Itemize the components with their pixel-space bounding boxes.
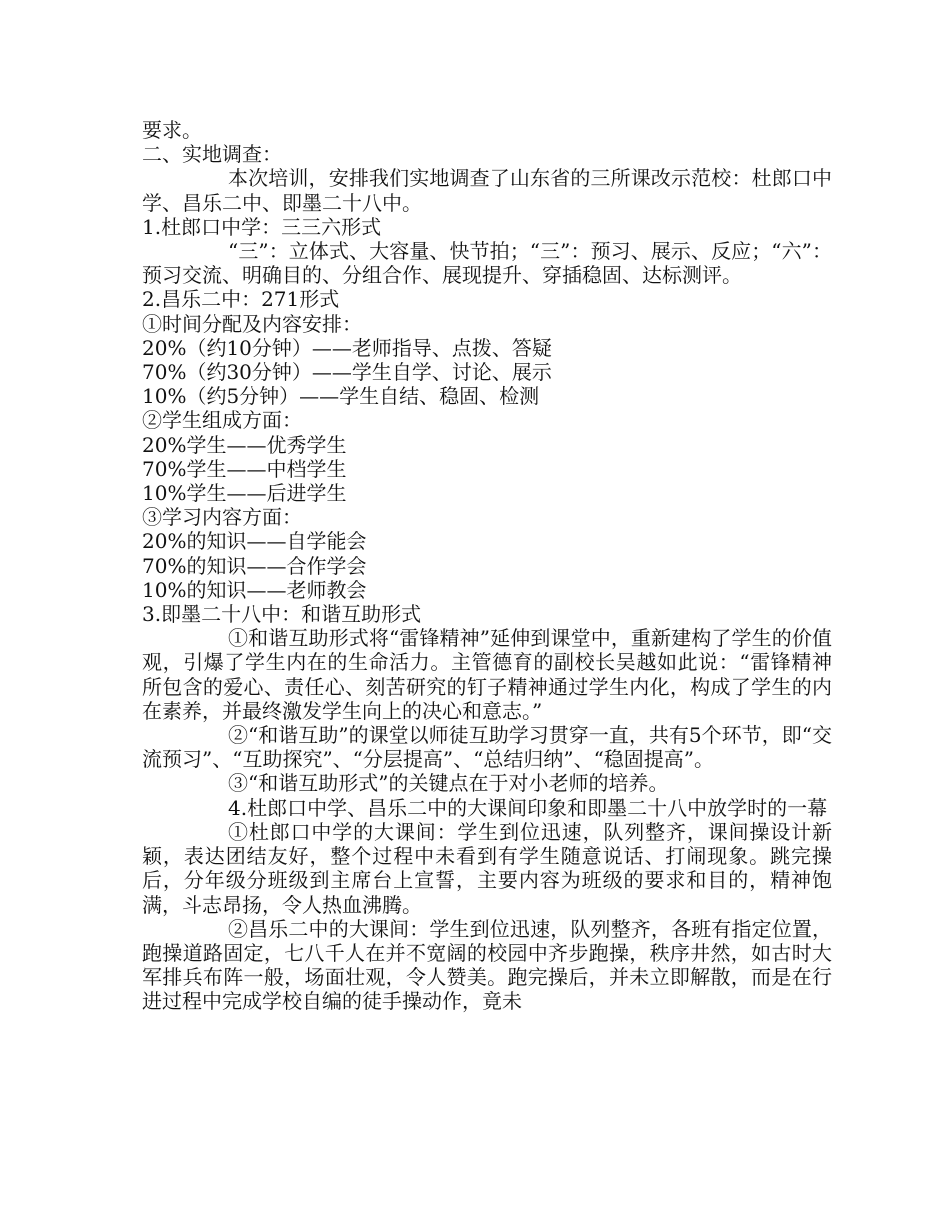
list-heading: ③学习内容方面： xyxy=(142,505,302,530)
paragraph: 本次培训，安排我们实地调查了山东省的三所课改示范校：杜郎口中学、昌乐二中、即墨二十八中。 xyxy=(142,166,832,215)
list-item: 20%的知识——自学能会 xyxy=(142,529,367,554)
paragraph: ①杜郎口中学的大课间：学生到位迅速，队列整齐，课间操设计新颖，表达团结友好，整个过程中未看到有学生随意说话、打闹现象。跳完操后，分年级分班级到主席台上宣誓，主要内容为班级的要求和目的，精神饱满，斗志昂扬，令人热血沸腾。 xyxy=(142,819,832,917)
section-heading: 二、实地调查： xyxy=(142,142,282,167)
list-item: 70%的知识——合作学会 xyxy=(142,553,367,578)
paragraph: ①和谐互助形式将“雷锋精神”延伸到课堂中，重新建构了学生的价值观，引爆了学生内在的生命活力。主管德育的副校长吴越如此说：“雷锋精神所包含的爱心、责任心、刻苦研究的钉子精神通过学生内化，构成了学生的内在素养，并最终激发学生向上的决心和意志。” xyxy=(142,626,832,723)
paragraph: ②昌乐二中的大课间：学生到位迅速，队列整齐，各班有指定位置，跑操道路固定，七八千人在并不宽阔的校园中齐步跑操，秩序井然，如古时大军排兵布阵一般，场面壮观，令人赞美。跑完操后，并未立即解散，而是在行进过程中完成学校自编的徒手操动作，竟未 xyxy=(142,916,832,1014)
list-item: 20%学生——优秀学生 xyxy=(142,432,347,457)
subsection-heading: 3.即墨二十八中：和谐互助形式 xyxy=(142,602,422,627)
paragraph: ②“和谐互助”的课堂以师徒互助学习贯穿一直，共有5个环节，即“交流预习”、“互助探究”、“分层提高”、“总结归纳”、“稳固提高”。 xyxy=(142,723,832,772)
list-item: 10%的知识——老师教会 xyxy=(142,577,367,602)
paragraph-continuation: 要求。 xyxy=(142,118,202,142)
list-item: 10%（约5分钟）——学生自结、稳固、检测 xyxy=(142,384,540,409)
list-heading: ①时间分配及内容安排： xyxy=(142,311,362,336)
list-item: 70%（约30分钟）——学生自学、讨论、展示 xyxy=(142,360,552,385)
subsection-heading: 2.昌乐二中：271形式 xyxy=(142,287,340,312)
list-heading: ②学生组成方面： xyxy=(142,408,302,433)
document-body xyxy=(142,118,832,1014)
paragraph: “三”：立体式、大容量、快节拍；“三”：预习、展示、反应；“六”：预习交流、明确目的、分组合作、展现提升、穿插稳固、达标测评。 xyxy=(142,239,832,288)
list-item: 70%学生——中档学生 xyxy=(142,456,347,481)
list-item: 10%学生——后进学生 xyxy=(142,481,347,506)
subsection-heading: 4.杜郎口中学、昌乐二中的大课间印象和即墨二十八中放学时的一幕 xyxy=(228,795,828,820)
list-item: 20%（约10分钟）——老师指导、点拨、答疑 xyxy=(142,335,552,360)
paragraph: ③“和谐互助形式”的关键点在于对小老师的培养。 xyxy=(228,771,669,796)
subsection-heading: 1.杜郎口中学：三三六形式 xyxy=(142,214,382,239)
